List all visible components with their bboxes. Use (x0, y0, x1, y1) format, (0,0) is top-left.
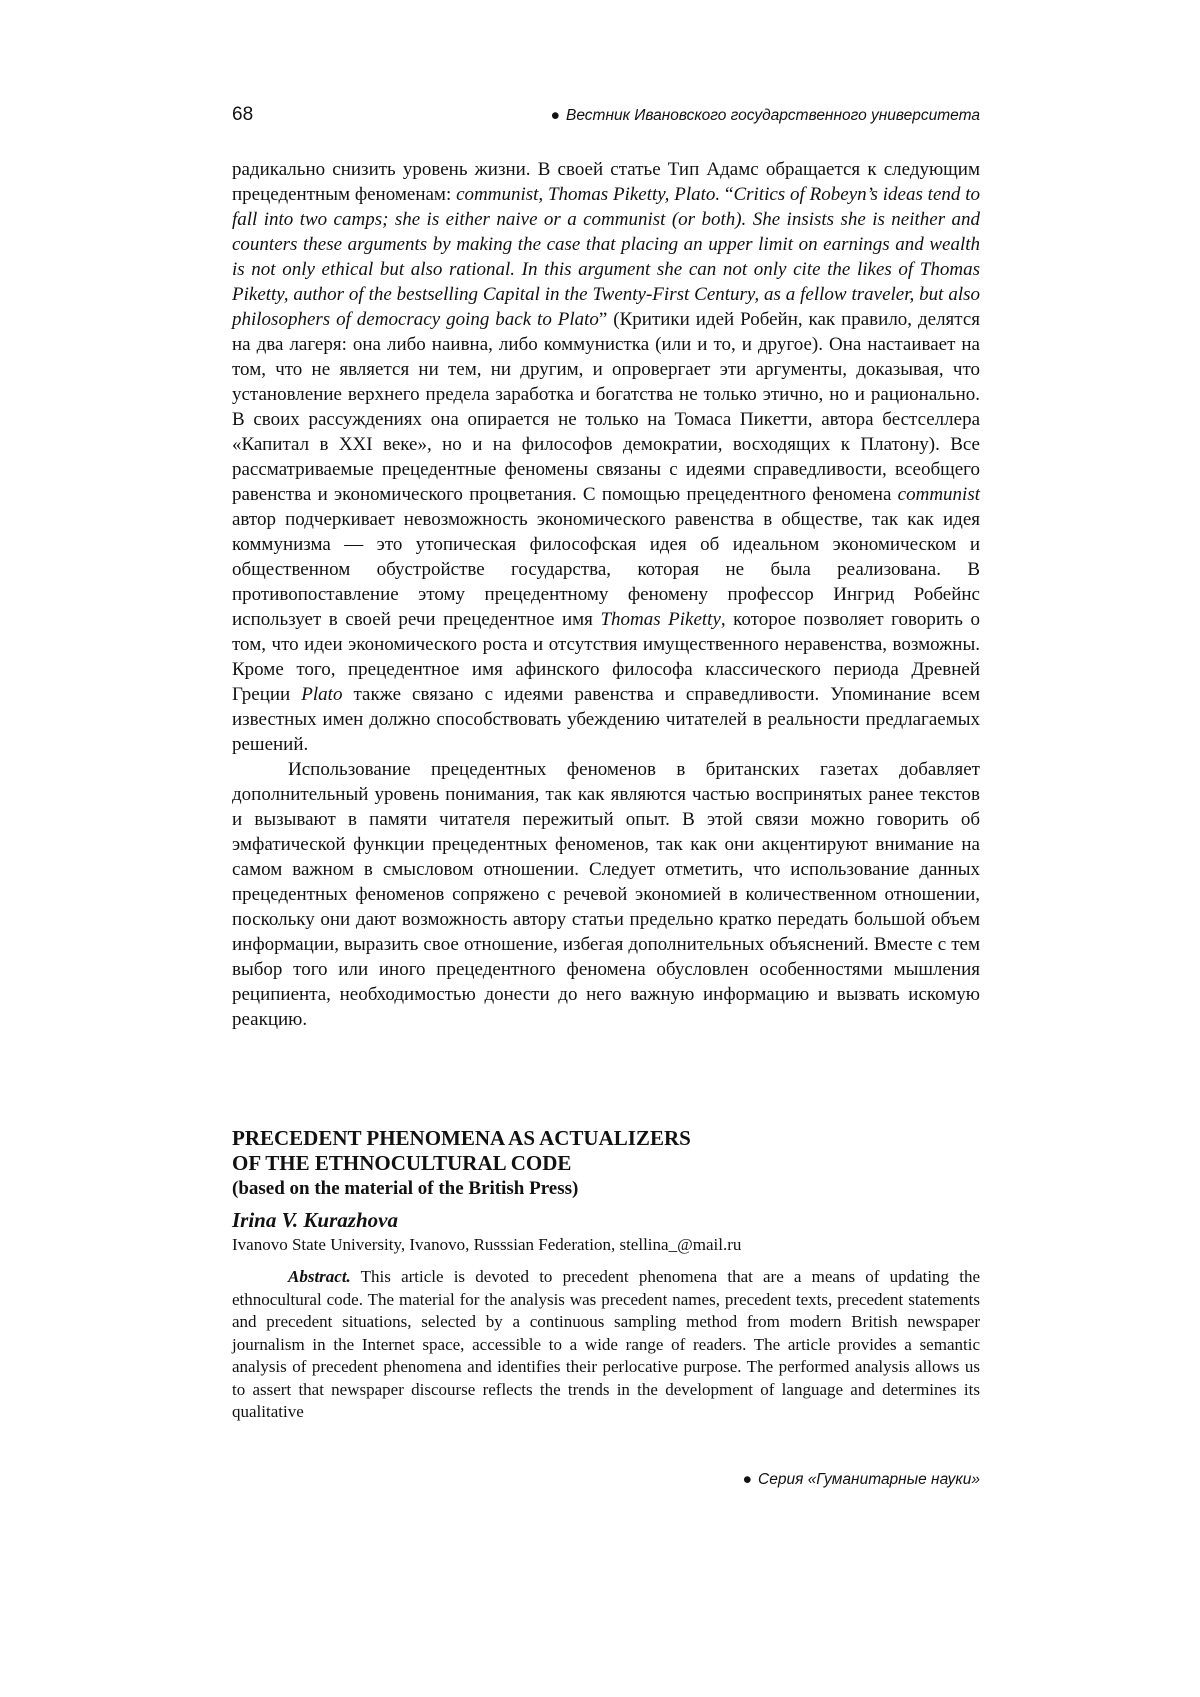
abstract-paragraph (232, 1266, 980, 1424)
journal-title (551, 105, 980, 127)
journal-page (232, 0, 980, 1697)
text-run: “ (720, 184, 734, 205)
italic-run: communist (897, 484, 980, 505)
running-foot (743, 1469, 980, 1491)
italic-run: Plato (301, 684, 343, 705)
abstract-text: This article is devoted to precedent phenomena that are a means of updating the ethnocultural code. The material for the analysis was precedent names, precedent texts, precedent statements and precedent situations, selected by a continuous sampling method from modern British newspaper journalism in the Internet space, accessible to a wide range of readers. The article provides a semantic analysis of precedent phenomena and identifies their perlocative purpose. The performed analysis allows us to assert that newspaper discourse reflects the trends in the development of language and determines its qualitative (232, 1267, 980, 1421)
bullet-icon: ● (742, 1471, 753, 1488)
body-paragraph-1 (232, 157, 980, 757)
italic-run: Thomas Piketty (600, 609, 721, 630)
bullet-icon: ● (550, 107, 561, 124)
text-run: радикально снизить уровень жизни. В своей статье Тип Адамс обращается к следующим прецедентным феноменам: (232, 159, 980, 205)
english-abstract-section (232, 1126, 980, 1424)
running-head (232, 103, 980, 129)
author-affiliation: Ivanovo State University, Ivanovo, Russsian Federation, stellina_@mail.ru (232, 1235, 742, 1254)
text-run: ” (Критики идей Робейн, как правило, делятся на два лагеря: она либо наивна, либо коммунистка (или и то, и другое). Она настаивает на том, что не является ни тем, ни другим, и опровергает эти аргументы, доказывая, что установление верхнего предела заработка и богатства не только этично, но и рационально. В своих рассуждениях она опирается не только на Томаса Пикетти, автора бестселлера «Капитал в XXI веке», но и на философов демократии, восходящих к Платону). Все рассматриваемые прецедентные феномены связаны с идеями справедливости, всеобщего равенства и экономического процветания. С помощью прецедентного феномена (232, 309, 980, 505)
english-subtitle: (based on the material of the British Press) (232, 1178, 579, 1199)
abstract-label: Abstract. (288, 1267, 351, 1286)
text-run: , которое позволяет говорить о том, что идеи экономического роста и отсутствия имущественного неравенства, возможны. Кроме того, прецедентное имя афинского философа классического периода Древней Греции (232, 609, 980, 705)
english-title-line-2: OF THE ETHNOCULTURAL CODE (232, 1151, 572, 1175)
italic-run: communist, Thomas Piketty, Plato. (456, 184, 721, 205)
text-run: также связано с идеями равенства и справедливости. Упоминание всем известных имен должно способствовать убеждению читателей в реальности предлагаемых решений. (232, 684, 980, 755)
italic-run: Critics of Robeyn’s ideas tend to fall into two camps; she is either naive or a communist (or both). She insists she is neither and counters these arguments by making the case that placing an upper limit on earnings and wealth is not only ethical but also rational. In this argument she can not only cite the likes of Thomas Piketty, author of the bestselling Capital in the Twenty-First Century, as a fellow traveler, but also philosophers of democracy going back to Plato (232, 184, 980, 330)
page-number: 68 (232, 104, 254, 125)
journal-name: Вестник Ивановского государственного университета (566, 107, 980, 124)
series-name: Серия «Гуманитарные науки» (758, 1471, 980, 1488)
article-body (232, 157, 980, 1032)
author-name: Irina V. Kurazhova (232, 1208, 398, 1232)
text-run: автор подчеркивает невозможность экономического равенства в обществе, так как идея коммунизма — это утопическая философская идея об идеальном экономическом и общественном обустройстве государства, которая не была реализована. В противопоставление этому прецедентному феномену профессор Ингрид Робейнс использует в своей речи прецедентное имя (232, 509, 980, 630)
english-title-line-1: PRECEDENT PHENOMENA AS ACTUALIZERS (232, 1126, 691, 1150)
body-paragraph-2: Использование прецедентных феноменов в британских газетах добавляет дополнительный уровень понимания, так как являются частью воспринятых ранее текстов и вызывают в памяти читателя пережитый опыт. В этой связи можно говорить об эмфатической функции прецедентных феноменов, так как они акцентируют внимание на самом важном в смысловом отношении. Следует отметить, что использование данных прецедентных феноменов сопряжено с речевой экономией в количественном отношении, поскольку они дают возможность автору статьи предельно кратко передать большой объем информации, выразить свое отношение, избегая дополнительных объяснений. Вместе с тем выбор того или иного прецедентного феномена обусловлен особенностями мышления реципиента, необходимостью донести до него важную информацию и вызвать искомую реакцию. (232, 759, 980, 1030)
